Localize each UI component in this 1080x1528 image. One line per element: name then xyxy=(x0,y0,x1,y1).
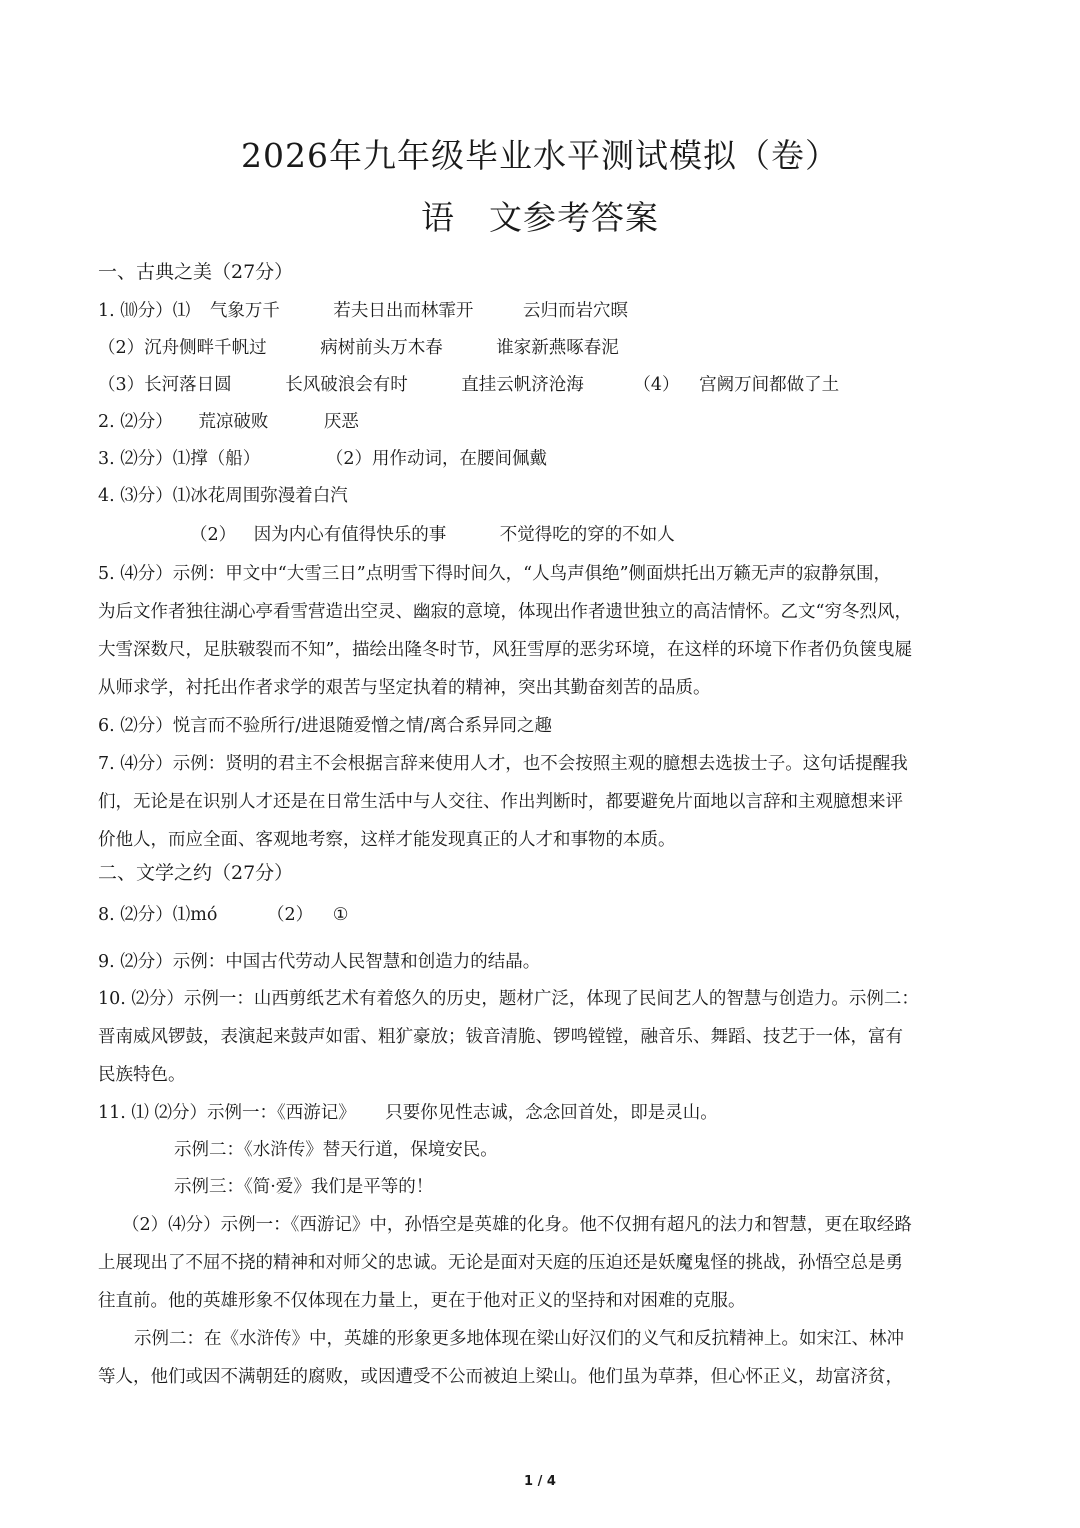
answer-line: （2） 因为内心有值得快乐的事 不觉得吃的穿的不如人 xyxy=(190,525,675,545)
answer-line: 示例二：在《水浒传》中，英雄的形象更多地体现在梁山好汉们的义气和反抗精神上。如宋江、林冲 xyxy=(134,1329,904,1349)
answer-line: 们，无论是在识别人才还是在日常生活中与人交往、作出判断时，都要避免片面地以言辞和主观臆想来评 xyxy=(98,792,903,812)
answer-line: 1. ⑽分）⑴ 气象万千 若夫日出而林霏开 云归而岩穴暝 xyxy=(98,301,628,321)
answer-line: （3）长河落日圆 长风破浪会有时 直挂云帆济沧海 （4） 宫阙万间都做了土 xyxy=(98,375,840,395)
answer-line: （2）⑷分）示例一：《西游记》中，孙悟空是英雄的化身。他不仅拥有超凡的法力和智慧，更在取经路 xyxy=(122,1215,912,1235)
page-title: 2026年九年级毕业水平测试模拟（卷） xyxy=(241,136,839,175)
answer-line: 等人，他们或因不满朝廷的腐败，或因遭受不公而被迫上梁山。他们虽为草莽，但心怀正义，劫富济贫， xyxy=(98,1367,903,1387)
answer-line: 8. ⑵分）⑴mó （2） ① xyxy=(98,905,349,925)
answer-line: 4. ⑶分）⑴冰花周围弥漫着白汽 xyxy=(98,486,348,506)
answer-line: 为后文作者独往湖心亭看雪营造出空灵、幽寂的意境，体现出作者遗世独立的高洁情怀。乙文“穷冬烈风， xyxy=(98,602,912,622)
answer-line: 5. ⑷分）示例：甲文中“大雪三日”点明雪下得时间久，“人鸟声俱绝”侧面烘托出万籁无声的寂静氛围， xyxy=(98,564,892,584)
answer-line: 晋南威风锣鼓，表演起来鼓声如雷、粗犷豪放；钹音清脆、锣鸣镗镗，融音乐、舞蹈、技艺于一体，富有 xyxy=(98,1027,903,1047)
answer-line: 民族特色。 xyxy=(98,1065,186,1085)
answer-line: 价他人，而应全面、客观地考察，这样才能发现真正的人才和事物的本质。 xyxy=(98,830,676,850)
answer-line: 3. ⑵分）⑴撑（船） （2）用作动词，在腰间佩戴 xyxy=(98,449,547,469)
page-number: 1 / 4 xyxy=(524,1474,556,1489)
answer-line: 10. ⑵分）示例一：山西剪纸艺术有着悠久的历史，题材广泛，体现了民间艺人的智慧与创造力。示例二： xyxy=(98,989,919,1009)
answer-line: 从师求学，衬托出作者求学的艰苦与坚定执着的精神，突出其勤奋刻苦的品质。 xyxy=(98,678,711,698)
section-heading-2: 二、文学之约（27分） xyxy=(98,862,294,884)
page-subtitle: 语 文参考答案 xyxy=(421,198,659,237)
answer-line: 上展现出了不屈不挠的精神和对师父的忠诚。无论是面对天庭的压迫还是妖魔鬼怪的挑战，孙悟空总是勇 xyxy=(98,1253,903,1273)
answer-line: 2. ⑵分） 荒凉破败 厌恶 xyxy=(98,412,359,432)
answer-line: 往直前。他的英雄形象不仅体现在力量上，更在于他对正义的坚持和对困难的克服。 xyxy=(98,1291,746,1311)
answer-line: 示例三：《简·爱》我们是平等的！ xyxy=(174,1177,434,1197)
section-heading-1: 一、古典之美（27分） xyxy=(98,261,294,283)
answer-line: 9. ⑵分）示例：中国古代劳动人民智慧和创造力的结晶。 xyxy=(98,952,541,972)
answer-line: 7. ⑷分）示例：贤明的君主不会根据言辞来使用人才，也不会按照主观的臆想去选拔士子。这句话提醒我 xyxy=(98,754,908,774)
answer-line: 示例二：《水浒传》替天行道，保境安民。 xyxy=(174,1140,498,1160)
answer-line: 6. ⑵分）悦言而不验所行/进退随爱憎之情/离合系异同之趣 xyxy=(98,716,553,736)
answer-line: （2）沉舟侧畔千帆过 病树前头万木春 谁家新燕啄春泥 xyxy=(98,338,619,358)
answer-line: 大雪深数尺，足肤皲裂而不知”，描绘出隆冬时节，风狂雪厚的恶劣环境，在这样的环境下作者仍负箧曳屣 xyxy=(98,640,912,660)
answer-line: 11. ⑴ ⑵分）示例一：《西游记》 只要你见性志诚，念念回首处，即是灵山。 xyxy=(98,1103,718,1123)
